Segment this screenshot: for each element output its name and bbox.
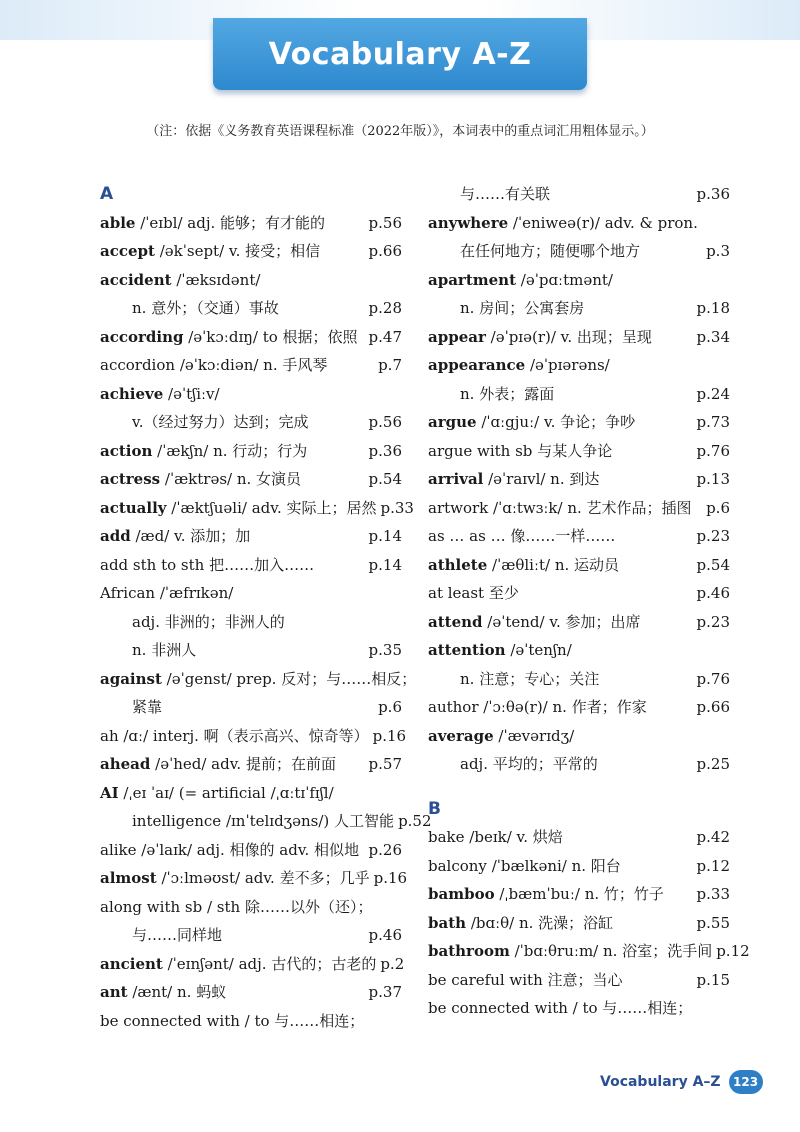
entry-definition: /ˈɔːθə(r)/ n. 作者；作家 (478, 698, 647, 716)
vocab-entry (100, 494, 414, 523)
entry-definition: n. 非洲人 (132, 641, 197, 659)
page-footer (600, 1068, 763, 1096)
entry-page-ref: p.76 (696, 441, 730, 460)
vocab-entry (100, 864, 408, 893)
entry-word: bath (428, 913, 467, 932)
entry-word: accordion (100, 356, 176, 374)
entry-definition: /ˈæktʃuəli/ adv. 实际上；居然 (166, 498, 377, 517)
vocab-entry (100, 722, 407, 751)
entry-word: be careful with (428, 970, 543, 989)
entry-continuation (100, 608, 402, 637)
vocab-entry (428, 852, 730, 881)
entry-text (428, 665, 599, 694)
entry-page-ref: p.23 (696, 612, 730, 631)
entry-text (100, 950, 376, 979)
entry-text (428, 823, 563, 852)
vocab-entry (100, 1007, 402, 1036)
vocab-entry (100, 266, 402, 295)
entry-word: appearance (428, 356, 526, 374)
entry-definition: /beɪk/ v. 烘焙 (464, 828, 563, 846)
entry-page-ref: p.28 (368, 299, 402, 317)
entry-text (428, 608, 641, 637)
entry-page-ref: p.76 (696, 669, 730, 688)
entry-definition: /æd/ v. 添加；加 (130, 527, 251, 545)
entry-page-ref: p.6 (378, 698, 402, 716)
vocab-entry (100, 836, 402, 865)
entry-text (100, 437, 307, 466)
entry-word: athlete (428, 555, 488, 574)
entry-definition: /əˈraɪvl/ n. 到达 (483, 470, 600, 488)
entry-text (100, 750, 336, 779)
entry-page-ref: p.16 (373, 869, 408, 887)
entry-word: accident (100, 270, 172, 289)
entry-definition: /əˈtend/ v. 参加；出席 (482, 612, 641, 631)
vocab-entry (428, 522, 730, 551)
entry-definition: 像……一样…… (505, 527, 616, 545)
entry-definition: /əˈgenst/ prep. 反对；与……相反； (161, 669, 417, 688)
entry-definition: /ˈeniweə(r)/ adv. & pron. (508, 213, 698, 232)
entry-definition: 与某人争论 (532, 441, 613, 460)
vocab-entry (428, 465, 730, 494)
entry-text (100, 294, 279, 323)
entry-definition: adj. 非洲的；非洲人的 (132, 612, 285, 631)
entry-definition: /ˈævərɪdʒ/ (493, 726, 575, 745)
entry-text (100, 494, 377, 523)
vocab-entry (428, 966, 730, 995)
entry-text (428, 380, 554, 409)
entry-definition: n. 注意；专心；关注 (460, 669, 600, 688)
entry-definition: /ˈɔːlməʊst/ adv. 差不多；几乎 (156, 869, 370, 887)
entry-definition: /ˈɑːgjuː/ v. 争论；争吵 (476, 413, 636, 431)
entry-continuation (100, 636, 402, 665)
title-banner (213, 18, 587, 90)
entry-word: attention (428, 641, 506, 659)
entry-text (100, 893, 372, 922)
left-column (100, 180, 432, 1035)
vocab-entry (100, 950, 405, 979)
entry-page-ref: p.24 (696, 384, 730, 403)
entry-word: African (100, 584, 156, 602)
entry-page-ref: p.36 (368, 441, 402, 460)
entry-text (428, 522, 615, 551)
entry-text (428, 966, 623, 995)
entry-definition: /ˈɑːtwɜːk/ n. 艺术作品；插图 (488, 498, 692, 517)
vocab-entry (428, 351, 730, 380)
entry-page-ref: p.3 (706, 242, 730, 260)
page-title: Vocabulary A-Z (268, 36, 532, 72)
entry-word: bathroom (428, 942, 510, 960)
entry-definition: intelligence /ɪnˈtelɪdʒəns/) 人工智能 (132, 812, 395, 830)
entry-continuation (100, 294, 402, 323)
vocab-entry (100, 551, 402, 580)
entry-page-ref: p.52 (398, 812, 432, 830)
vocab-entry (428, 693, 730, 722)
entry-definition: /ænt/ n. 蚂蚁 (127, 983, 227, 1001)
entry-definition: /ˈbælkəni/ n. 阳台 (486, 856, 621, 875)
vocab-entry (428, 494, 730, 523)
entry-definition: /ˈbɑːθruːm/ n. 浴室；洗手间 (509, 942, 713, 960)
entry-word: be connected with / to (428, 999, 598, 1017)
entry-text (100, 209, 325, 238)
entry-text (428, 994, 692, 1023)
entry-text (428, 437, 612, 466)
entry-word: alike (100, 840, 137, 859)
entry-word: author (428, 698, 479, 716)
entry-page-ref: p.54 (696, 555, 730, 574)
entry-continuation (100, 807, 432, 836)
entry-word: against (100, 669, 162, 688)
entry-definition: 把……加入…… (204, 555, 315, 574)
entry-word: ancient (100, 954, 163, 973)
entry-word: bamboo (428, 885, 495, 903)
entry-page-ref: p.13 (696, 470, 730, 488)
vocab-entry (428, 636, 730, 665)
entry-page-ref: p.14 (368, 527, 402, 545)
vocab-entry (428, 722, 730, 751)
entry-continuation (100, 408, 402, 437)
entry-definition: /ˈeɪnʃənt/ adj. 古代的；古老的 (162, 954, 377, 973)
entry-text (428, 351, 610, 380)
entry-continuation (100, 693, 402, 722)
vocab-entry (100, 380, 402, 409)
entry-definition: /əˈkɔːdɪŋ/ to 根据；依照 (183, 327, 358, 346)
entry-definition: 与……有关联 (460, 185, 551, 203)
entry-text (100, 836, 359, 865)
entry-page-ref: p.6 (706, 498, 730, 517)
entry-text (100, 608, 285, 637)
entry-definition: /əˈpɪə(r)/ v. 出现；呈现 (485, 327, 652, 346)
entry-continuation (428, 237, 730, 266)
vocab-entry (428, 551, 730, 580)
entry-definition: 与……相连； (269, 1011, 365, 1030)
entry-definition: v.（经过努力）达到；完成 (132, 413, 309, 431)
entry-definition: adj. 平均的；平常的 (460, 755, 598, 773)
entry-page-ref: p.66 (696, 698, 730, 716)
entry-page-ref: p.66 (368, 242, 402, 260)
vocab-entry (100, 978, 402, 1007)
entry-definition: 在任何地方；随便哪个地方 (460, 242, 641, 260)
vocab-entry (100, 209, 402, 238)
page-number-badge: 123 (729, 1070, 763, 1094)
entry-text (428, 750, 598, 779)
entry-word: AI (100, 783, 119, 802)
entry-definition: /ˈæθliːt/ n. 运动员 (487, 555, 620, 574)
entry-word: argue with sb (428, 441, 533, 460)
entry-text (428, 636, 572, 665)
vocab-entry (100, 579, 402, 608)
entry-definition: 与……相连； (597, 999, 693, 1017)
entry-word: ant (100, 983, 128, 1001)
vocabulary-note: （注：依据《义务教育英语课程标准（2022年版）》，本词表中的重点词汇用粗体显示。） (146, 124, 654, 139)
entry-word: add sth to sth (100, 555, 205, 574)
vocab-entry (100, 465, 402, 494)
entry-text (100, 779, 334, 808)
section-letter (428, 795, 730, 824)
entry-continuation (428, 380, 730, 409)
entry-continuation (428, 180, 730, 209)
entry-definition: /ɑː/ interj. 啊（表示高兴、惊奇等） (118, 726, 369, 745)
entry-page-ref: p.23 (696, 527, 730, 545)
section-letter-label: A (100, 184, 114, 204)
entry-definition: 注意；当心 (542, 970, 623, 989)
entry-text (100, 551, 314, 580)
entry-text (100, 237, 320, 266)
entry-page-ref: p.18 (696, 299, 730, 317)
entry-page-ref: p.12 (716, 942, 750, 960)
entry-page-ref: p.33 (380, 498, 414, 517)
vocab-entry (100, 437, 402, 466)
entry-page-ref: p.37 (368, 983, 402, 1001)
entry-definition: /ˈækʃn/ n. 行动；行为 (152, 441, 308, 460)
section-letter-label: B (428, 798, 441, 819)
vocab-entry (100, 323, 402, 352)
entry-word: accept (100, 242, 155, 260)
entry-text (100, 266, 260, 295)
entry-text (428, 909, 613, 938)
entry-page-ref: p.35 (368, 641, 402, 659)
entry-text (100, 465, 301, 494)
entry-page-ref: p.25 (696, 755, 730, 773)
entry-word: ahead (100, 755, 151, 773)
entry-text (428, 937, 712, 966)
entry-page-ref: p.16 (372, 726, 407, 745)
entry-definition: /ˈæksɪdənt/ (171, 270, 261, 289)
entry-definition: /ˈæfrɪkən/ (155, 584, 234, 602)
entry-page-ref: p.26 (368, 840, 402, 859)
entry-word: apartment (428, 270, 517, 289)
entry-text (428, 237, 640, 266)
entry-page-ref: p.42 (696, 828, 730, 846)
entry-text (428, 880, 664, 909)
entry-word: add (100, 527, 131, 545)
entry-word: argue (428, 413, 477, 431)
entry-page-ref: p.56 (368, 213, 402, 232)
entry-text (100, 665, 416, 694)
entry-definition: /ˈæktrəs/ n. 女演员 (160, 470, 302, 488)
entry-word: almost (100, 869, 157, 887)
entry-definition: 至少 (484, 584, 519, 602)
entry-page-ref: p.73 (696, 413, 730, 431)
entry-page-ref: p.14 (368, 555, 402, 574)
entry-definition: /əˈkɔːdiən/ n. 手风琴 (175, 356, 328, 374)
entry-page-ref: p.34 (696, 327, 730, 346)
entry-word: as … as … (428, 527, 506, 545)
entry-page-ref: p.33 (696, 885, 730, 903)
entry-word: arrival (428, 470, 484, 488)
vocab-entry (428, 994, 730, 1023)
entry-word: bake (428, 828, 465, 846)
entry-page-ref: p.55 (696, 913, 730, 932)
entry-page-ref: p.46 (368, 926, 402, 944)
entry-word: be connected with / to (100, 1011, 270, 1030)
entry-text (100, 1007, 364, 1036)
entry-word: attend (428, 612, 483, 631)
entry-text (428, 551, 619, 580)
entry-text (100, 323, 358, 352)
entry-continuation (428, 665, 730, 694)
entry-text (100, 722, 369, 751)
vocab-entry (100, 351, 402, 380)
entry-page-ref: p.54 (368, 470, 402, 488)
entry-word: artwork (428, 498, 489, 517)
entry-page-ref: p.7 (378, 356, 402, 374)
vocab-entry (428, 608, 730, 637)
entry-word: appear (428, 327, 486, 346)
vocab-entry (100, 237, 402, 266)
entry-text (428, 408, 635, 437)
entry-definition: /əkˈsept/ v. 接受；相信 (154, 242, 321, 260)
entry-page-ref: p.57 (368, 755, 402, 773)
entry-word: anywhere (428, 213, 509, 232)
entry-definition: /ˌbæmˈbuː/ n. 竹；竹子 (494, 885, 664, 903)
entry-text (428, 494, 692, 523)
entry-text (428, 465, 599, 494)
entry-word: achieve (100, 384, 164, 403)
entry-definition: 与……同样地 (132, 926, 223, 944)
entry-text (100, 921, 222, 950)
vocab-entry (100, 665, 417, 694)
footer-title: Vocabulary A–Z (600, 1074, 721, 1090)
entry-page-ref: p.56 (368, 413, 402, 431)
entry-page-ref: p.46 (696, 584, 730, 602)
entry-text (428, 180, 550, 209)
entry-text (100, 380, 220, 409)
vocab-entry (428, 408, 730, 437)
entry-text (428, 209, 698, 238)
entry-text (428, 693, 647, 722)
entry-definition: 除……以外（还）； (240, 897, 373, 916)
entry-text (428, 294, 584, 323)
entry-word: able (100, 213, 136, 232)
entry-page-ref: p.36 (696, 185, 730, 203)
entry-definition: /əˈtenʃn/ (505, 641, 572, 659)
entry-definition: /əˈpɪərəns/ (525, 356, 610, 374)
entry-continuation (428, 294, 730, 323)
entry-page-ref: p.15 (696, 970, 730, 989)
entry-definition: n. 外表；露面 (460, 384, 555, 403)
entry-text (100, 636, 196, 665)
entry-text (100, 579, 233, 608)
section-gap (428, 779, 730, 795)
vocab-entry (428, 266, 730, 295)
entry-word: actress (100, 470, 161, 488)
entry-definition: /əˈlaɪk/ adj. 相像的 adv. 相似地 (136, 840, 360, 859)
entry-word: average (428, 726, 494, 745)
entry-text (428, 722, 574, 751)
vocab-entry (428, 823, 730, 852)
right-column (428, 180, 750, 1023)
vocab-entry (428, 437, 730, 466)
entry-definition: n. 房间；公寓套房 (460, 299, 585, 317)
vocab-entry (428, 579, 730, 608)
entry-word: at least (428, 584, 485, 602)
vocab-entry (428, 209, 730, 238)
entry-definition: /bɑːθ/ n. 洗澡；浴缸 (466, 913, 614, 932)
vocab-entry (428, 937, 750, 966)
entry-definition: /ˌeɪ ˈaɪ/ (= artificial /ˌɑːtɪˈfɪʃl/ (118, 783, 334, 802)
entry-continuation (100, 921, 402, 950)
entry-text (100, 978, 226, 1007)
entry-text (100, 408, 308, 437)
entry-text (100, 522, 250, 551)
entry-text (100, 864, 370, 893)
entry-text (100, 693, 162, 722)
entry-word: balcony (428, 856, 487, 875)
vocab-entry (100, 750, 402, 779)
entry-text (428, 323, 652, 352)
entry-definition: /əˈhed/ adv. 提前；在前面 (150, 755, 336, 773)
entry-text (428, 266, 613, 295)
entry-text (428, 852, 621, 881)
entry-definition: /əˈpɑːtmənt/ (516, 270, 613, 289)
vocab-entry (100, 522, 402, 551)
entry-definition: 紧靠 (132, 698, 163, 716)
vocab-entry (428, 880, 730, 909)
vocab-entry (428, 323, 730, 352)
entry-continuation (428, 750, 730, 779)
entry-page-ref: p.12 (696, 856, 730, 875)
entry-word: actually (100, 498, 167, 517)
entry-definition: /ˈeɪbl/ adj. 能够；有才能的 (135, 213, 326, 232)
entry-definition: n. 意外；（交通）事故 (132, 299, 279, 317)
entry-text (428, 579, 519, 608)
entry-page-ref: p.2 (380, 954, 405, 973)
vocab-entry (428, 909, 730, 938)
entry-word: according (100, 327, 184, 346)
vocab-entry (100, 779, 402, 808)
entry-word: ah (100, 726, 119, 745)
entry-word: action (100, 441, 153, 460)
vocab-entry (100, 893, 402, 922)
section-letter (100, 180, 402, 209)
entry-text (100, 351, 327, 380)
entry-definition: /əˈtʃiːv/ (163, 384, 220, 403)
entry-word: along with sb / sth (100, 897, 241, 916)
entry-page-ref: p.47 (368, 327, 402, 346)
entry-text (100, 807, 394, 836)
